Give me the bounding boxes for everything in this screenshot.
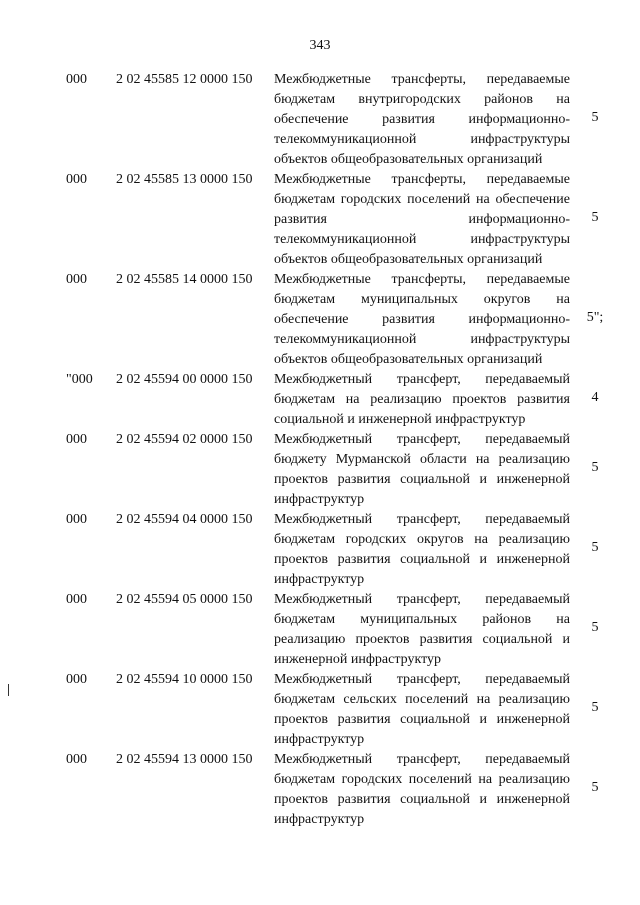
description-cell: Межбюджетные трансферты, передаваемые бюджетам городских поселений на обеспечение развития информационно-телекоммуникационной инфраструктуры объектов общеобразовательных организаций (274, 172, 570, 267)
budget-code-cell: 2 02 45594 05 0000 150 (116, 592, 253, 607)
budget-code-cell: 2 02 45594 04 0000 150 (116, 512, 253, 527)
admin-code-cell: 000 (66, 272, 87, 287)
percent-cell: 5 (591, 620, 599, 635)
admin-code-cell: 000 (66, 752, 87, 767)
description-cell: Межбюджетный трансферт, передаваемый бюджетам городских поселений на реализацию проектов развития социальной и инженерной инфраструктур (274, 752, 570, 827)
budget-code-cell: 2 02 45585 13 0000 150 (116, 172, 253, 187)
description-cell: Межбюджетный трансферт, передаваемый бюджету Мурманской области на реализацию проектов развития социальной и инженерной инфраструктур (274, 432, 570, 507)
description-cell: Межбюджетный трансферт, передаваемый бюджетам городских округов на реализацию проектов развития социальной и инженерной инфраструктур (274, 512, 570, 587)
percent-cell: 5"; (586, 310, 604, 325)
percent-cell: 5 (591, 210, 599, 225)
percent-cell: 4 (591, 390, 599, 405)
admin-code-cell: 000 (66, 172, 87, 187)
budget-code-cell: 2 02 45594 13 0000 150 (116, 752, 253, 767)
percent-cell: 5 (591, 110, 599, 125)
percent-cell: 5 (591, 700, 599, 715)
percent-cell: 5 (591, 460, 599, 475)
budget-code-cell: 2 02 45585 14 0000 150 (116, 272, 253, 287)
description-cell: Межбюджетный трансферт, передаваемый бюджетам сельских поселений на реализацию проектов развития социальной и инженерной инфраструктур (274, 672, 570, 747)
description-cell: Межбюджетный трансферт, передаваемый бюджетам на реализацию проектов развития социальной и инженерной инфраструктур (274, 372, 570, 427)
description-cell: Межбюджетные трансферты, передаваемые бюджетам муниципальных округов на обеспечение развития информационно-телекоммуникационной инфраструктуры объектов общеобразовательных организаций (274, 272, 570, 367)
admin-code-cell: 000 (66, 72, 87, 87)
admin-code-cell: 000 (66, 512, 87, 527)
budget-code-cell: 2 02 45594 02 0000 150 (116, 432, 253, 447)
admin-code-cell: "000 (66, 372, 93, 387)
description-cell: Межбюджетный трансферт, передаваемый бюджетам муниципальных районов на реализацию проектов развития социальной и инженерной инфраструктур (274, 592, 570, 667)
budget-code-cell: 2 02 45585 12 0000 150 (116, 72, 253, 87)
scan-artifact-mark (8, 684, 9, 696)
percent-cell: 5 (591, 780, 599, 795)
admin-code-cell: 000 (66, 592, 87, 607)
budget-code-cell: 2 02 45594 00 0000 150 (116, 372, 253, 387)
budget-code-cell: 2 02 45594 10 0000 150 (116, 672, 253, 687)
percent-cell: 5 (591, 540, 599, 555)
admin-code-cell: 000 (66, 432, 87, 447)
description-cell: Межбюджетные трансферты, передаваемые бюджетам внутригородских районов на обеспечение развития информационно-телекоммуникационной инфраструктуры объектов общеобразовательных организаций (274, 72, 570, 167)
admin-code-cell: 000 (66, 672, 87, 687)
page-number: 343 (309, 38, 331, 53)
